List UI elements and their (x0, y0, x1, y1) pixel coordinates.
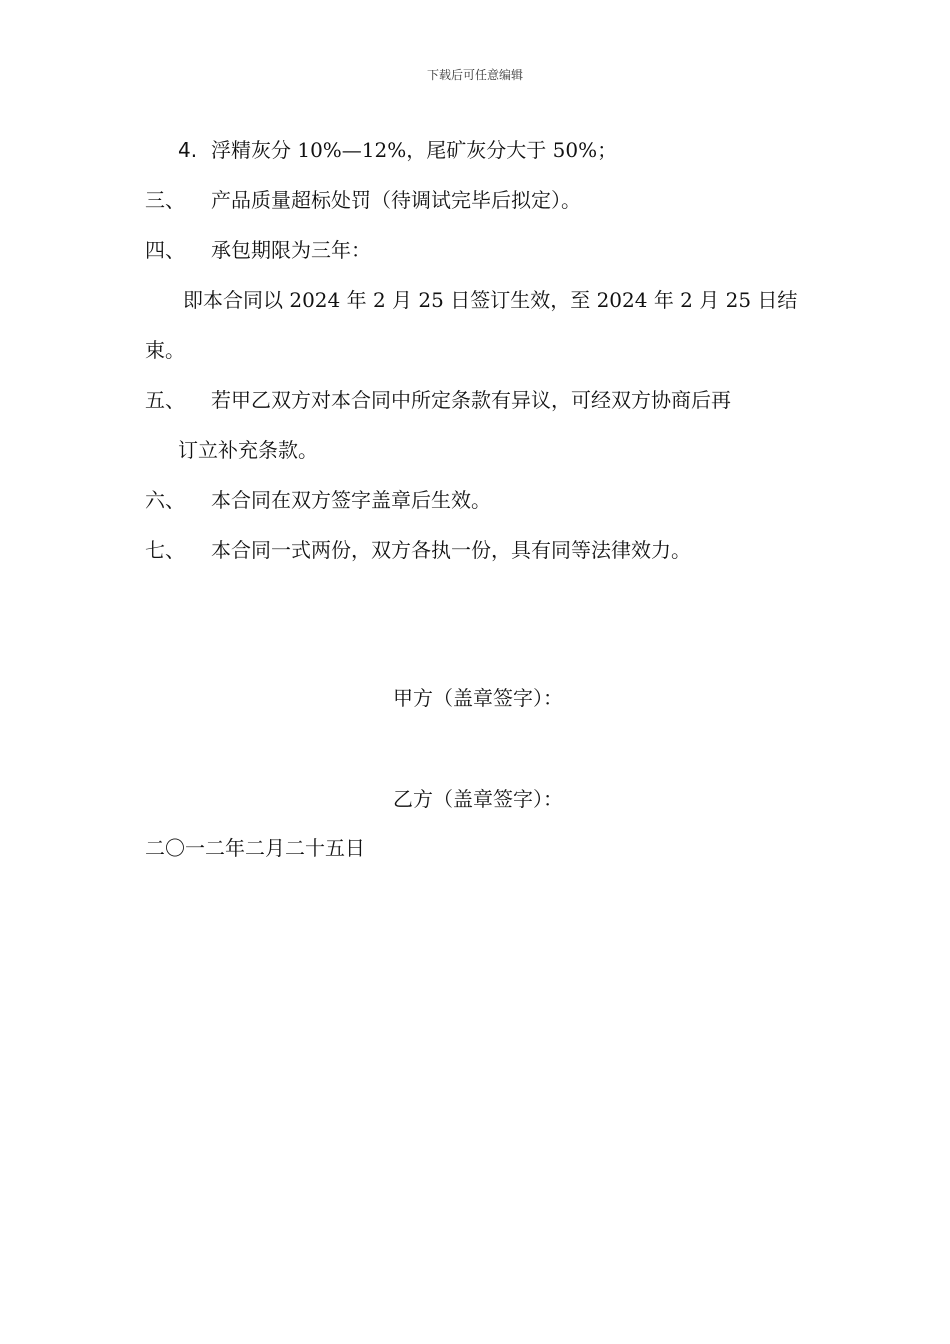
contract-date: 二〇一二年二月二十五日 (145, 836, 365, 860)
section-text: 本合同在双方签字盖章后生效。 (211, 488, 491, 512)
page-header: 下载后可任意编辑 (426, 68, 523, 82)
section-3 (145, 186, 581, 214)
party-a-signature: 甲方（盖章签字）： (393, 686, 563, 710)
section-text: 若甲乙双方对本合同中所定条款有异议，可经双方协商后再 (211, 388, 731, 412)
section-6 (145, 486, 491, 514)
section-marker: 六、 (145, 488, 185, 512)
party-b-signature: 乙方（盖章签字）： (393, 787, 563, 811)
section-marker: 五、 (145, 388, 185, 412)
section-4 (145, 236, 371, 264)
list-item-4 (178, 136, 617, 164)
section-4-body-line-1: 即本合同以 2024 年 2 月 25 日签订生效，至 2024 年 2 月 25 日结 (183, 288, 798, 312)
section-7 (145, 536, 691, 564)
list-item-text: 浮精灰分 10%—12%，尾矿灰分大于 50%； (211, 138, 618, 162)
section-5-continuation: 订立补充条款。 (178, 438, 318, 462)
section-5 (145, 386, 731, 414)
section-marker: 七、 (145, 538, 185, 562)
section-text: 本合同一式两份，双方各执一份，具有同等法律效力。 (211, 538, 691, 562)
section-marker: 四、 (145, 238, 185, 262)
section-text: 承包期限为三年： (211, 238, 371, 262)
section-text: 产品质量超标处罚（待调试完毕后拟定）。 (211, 188, 581, 212)
section-marker: 三、 (145, 188, 185, 212)
section-4-body-line-2: 束。 (145, 338, 185, 362)
list-item-marker: 4. (178, 138, 198, 162)
